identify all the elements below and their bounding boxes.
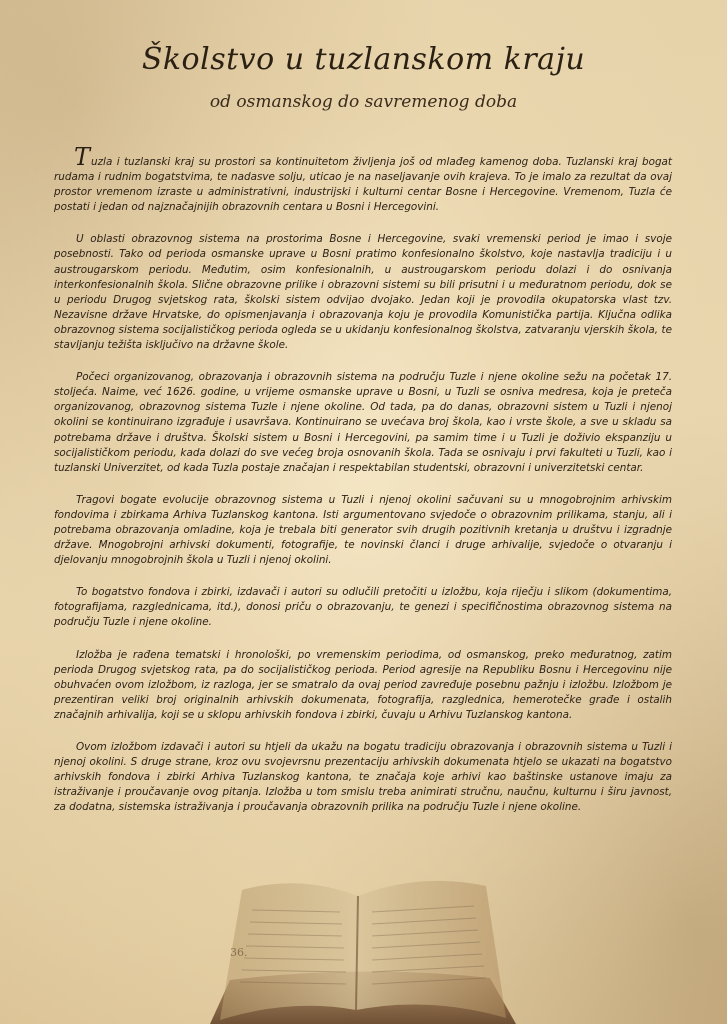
paragraph-1-text: uzla i tuzlanski kraj su prostori sa kontinuitetom življenja još od mlađeg kamenog doba. Tuzlanski kraj bogat rudama i rudnim bogatstvima, te nadasve solju, uticao je na naseljavanje ovih krajeva. To je imalo za rezultat da ovaj prostor vremenom izraste u administrativni, industrijski i kulturni centar Bosne i Hercegovine. Vremenom, Tuzla će postati i jedan od najznačajnijih obrazovnih centara u Bosni i Hercegovini. <box>54 156 672 214</box>
paragraph-2: U oblasti obrazovnog sistema na prostorima Bosne i Hercegovine, svaki vremenski period je imao i svoje posebnosti. Tako od perioda osmanske uprave u Bosni pratimo konfesionalno školstvo, koje nastavlja tradiciju i u austrougarskom periodu. Međutim, osim konfesionalnih, u austrougarskom periodu dolazi i do osnivanja interkonfesionalnih škola. Slične obrazovne prilike i obrazovni sistemi su bili prisutni i u međuratnom periodu, dok se u periodu Drugog svjetskog rata, školski sistem odvijao dvojako. Jedan koji je provodila okupatorska vlast tzv. Nezavisne države Hrvatske, do opismenjavanja i obrazovanja koju je provodila Komunistička partija. Ključna odlika obrazovnog sistema socijalističkog perioda ogleda se u ukidanju konfesionalnog školstva, zatvaranju vjerskih škola, te stavljanju težišta isključivo na državne škole. <box>54 233 672 352</box>
paragraph-4: Tragovi bogate evolucije obrazovnog sistema u Tuzli i njenoj okolini sačuvani su u mnogobrojnim arhivskim fondovima i zbirkama Arhiva Tuzlanskog kantona. Isti argumentovano svjedoče o obrazovnim prilikama, stanju, ali i potrebama obrazovanja omladine, koja je trebala biti generator svih drugih pozitivnih kretanja u društvu i izgradnje države. Mnogobrojni arhivski dokumenti, fotografije, te novinski članci i druge arhivalije, svjedoče o otvaranju i djelovanju mnogobrojnih škola u Tuzli i njenoj okolini. <box>54 493 672 567</box>
old-book-illustration <box>190 860 530 1024</box>
paragraph-3: Počeci organizovanog, obrazovanja i obrazovnih sistema na području Tuzle i njene okoline sežu na početak 17. stoljeća. Naime, već 1626. godine, u vrijeme osmanske uprave u Bosni, u Tuzli se osniva medresa, koja je preteča organizovanog, obrazovnog sistema Tuzle i njene okoline. Od tada, pa do danas, obrazovni sistem u Tuzli i njenoj okolini se kontinuirano izgrađuje i usavršava. Kontinuirano se uvećava broj škola, kao i vrste škole, a sve u skladu sa potrebama države i društva. Školski sistem u Bosni i Hercegovini, pa samim time i u Tuzli je doživio ekspanziju u socijalističkom periodu, kada dolazi do sve većeg broja osnovanih škola. Tada se osnivaju i prvi fakulteti u Tuzli, kao i tuzlanski Univerzitet, od kada Tuzla postaje značajan i respektabilan studentski, obrazovni i univerzitetski centar. <box>54 371 672 474</box>
dropcap-letter: T <box>74 143 91 171</box>
page-title: Školstvo u tuzlanskom kraju <box>141 42 586 77</box>
book-right-page <box>356 881 506 1018</box>
paragraph-6: Izložba je rađena tematski i hronološki, po vremenskim periodima, od osmanskog, preko međuratnog, zatim perioda Drugog svjetskog rata, pa do socijalističkog perioda. Period agresije na Republiku Bosnu i Hercegovinu nije obuhvaćen ovom izložbom, iz razloga, jer se smatralo da ovaj period zavređuje posebnu pažnju i izložbu. Izložbom je prezentiran veliki broj originalnih arhivskih dokumenata, fotografija, razglednica, hemerotečke građe i ostalih značajnih arhivalija, koji se u sklopu arhivskih fondova i zbirki, čuvaju u Arhivu Tuzlanskog kantona. <box>54 648 672 721</box>
body-text <box>54 143 672 832</box>
book-page-number: 36. <box>230 946 248 959</box>
paragraph-1 <box>54 143 672 215</box>
paragraph-5: To bogatstvo fondova i zbirki, izdavači i autori su odlučili pretočiti u izložbu, koja riječju i slikom (dokumentima, fotografijama, razglednicama, itd.), donosi priču o obrazovanju, te genezi i specifičnostima obrazovnog sistema na području Tuzle i njene okoline. <box>54 586 672 629</box>
paragraph-7: Ovom izložbom izdavači i autori su htjeli da ukažu na bogatu tradiciju obrazovanja i obrazovnih sistema u Tuzli i njenoj okolini. S druge strane, kroz ovu svojevrsnu prezentaciju arhivskih dokumenata htjelo se ukazati na bogatstvo arhivskih fondova i zbirki Arhiva Tuzlanskog kantona, te značaja koje arhivi kao baštinske ustanove imaju za istraživanje i proučavanje ovog pitanja. Izložba u tom smislu treba animirati stručnu, naučnu, kulturnu i širu javnost, za dodatna, sistemska istraživanja i proučavanja obrazovnih prilika na području Tuzle i njene okoline. <box>54 741 672 814</box>
page-subtitle: od osmanskog do savremenog doba <box>209 92 518 112</box>
